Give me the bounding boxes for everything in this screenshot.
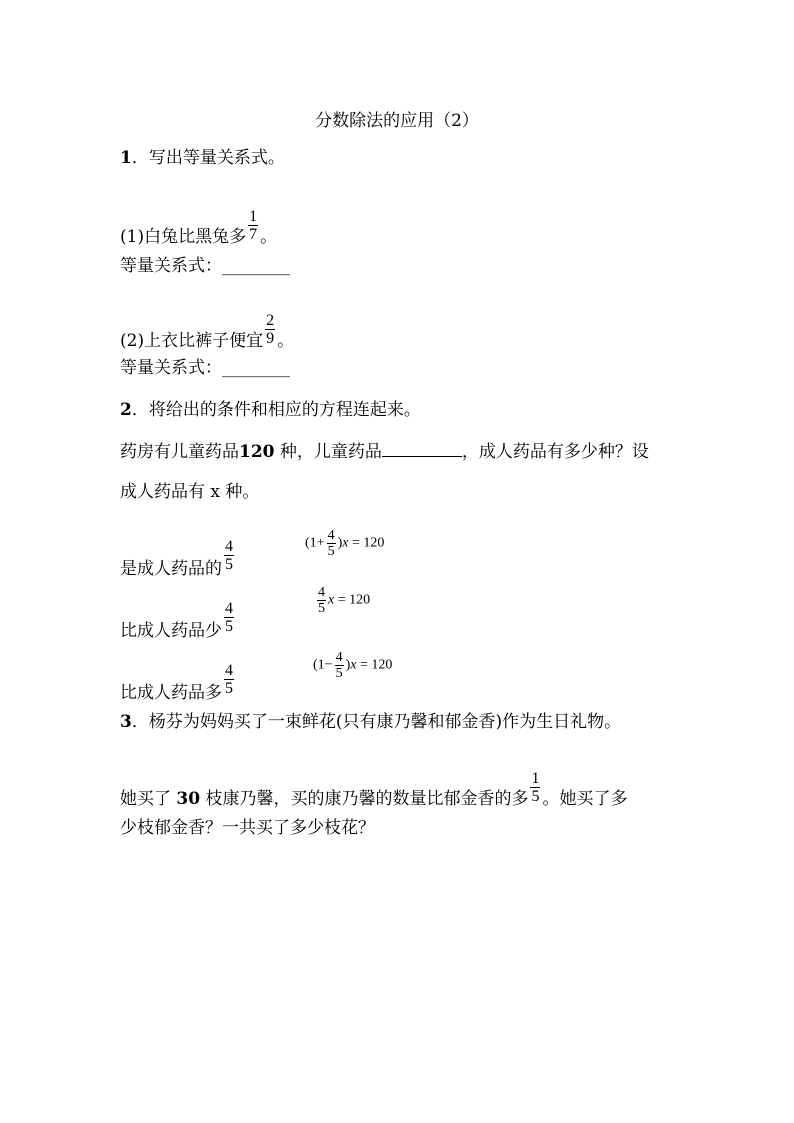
q1-heading bbox=[120, 148, 285, 168]
equation-fraction bbox=[335, 650, 344, 681]
relation-blank[interactable]: ________ bbox=[222, 358, 290, 378]
equation-item[interactable] bbox=[313, 650, 392, 681]
q3-text: 枝康乃馨，买的康乃馨的数量比郁金香的多 bbox=[200, 789, 529, 809]
condition-fraction bbox=[224, 538, 234, 573]
fraction-denominator: 5 bbox=[327, 544, 335, 559]
q1-b-suffix: 。 bbox=[277, 331, 295, 351]
relation-blank[interactable]: ________ bbox=[222, 256, 290, 276]
condition-fraction bbox=[224, 662, 234, 697]
equation-item[interactable] bbox=[315, 585, 370, 616]
q2-heading-text: ．将给出的条件和相应的方程连起来。 bbox=[131, 400, 421, 420]
fraction-numerator: 2 bbox=[266, 312, 275, 329]
fraction-denominator: 5 bbox=[531, 788, 540, 805]
q1-b-prefix: (2)上衣比裤子便宜 bbox=[120, 331, 264, 351]
q3-line2: 少枝郁金香？一共买了多少枝花？ bbox=[120, 818, 375, 838]
fraction-denominator: 5 bbox=[335, 666, 343, 681]
fraction-numerator: 1 bbox=[531, 770, 540, 787]
condition-text: 比成人药品多 bbox=[120, 683, 222, 703]
equation-item[interactable] bbox=[305, 528, 384, 559]
equation-fraction bbox=[327, 528, 336, 559]
stem-variable: x bbox=[210, 482, 220, 502]
condition-blank[interactable] bbox=[382, 440, 462, 457]
equation-fraction bbox=[317, 585, 326, 616]
condition-text: 比成人药品少 bbox=[120, 621, 222, 641]
q1-a-prefix: (1)白兔比黑兔多 bbox=[120, 227, 247, 247]
q3-number: 3 bbox=[120, 712, 132, 732]
relation-label: 等量关系式： bbox=[120, 358, 222, 378]
equation-variable: x bbox=[328, 592, 335, 608]
equation-variable: x bbox=[350, 657, 357, 673]
q3-heading bbox=[120, 712, 621, 732]
stem-text: 成人药品有 bbox=[120, 482, 211, 502]
q1-item-b bbox=[120, 312, 295, 351]
equation-value: = 120 bbox=[334, 592, 371, 608]
fraction-denominator: 5 bbox=[225, 618, 233, 635]
q1-heading-text: ．写出等量关系式。 bbox=[131, 148, 285, 168]
fraction-numerator: 4 bbox=[225, 662, 233, 679]
condition-item[interactable] bbox=[120, 662, 236, 703]
equation-left: (1− bbox=[313, 657, 333, 673]
q3-text: 。她买了多 bbox=[542, 789, 628, 809]
fraction-denominator: 9 bbox=[266, 330, 275, 347]
stem-text: 种。 bbox=[220, 482, 260, 502]
q3-text: 她买了 bbox=[120, 789, 177, 809]
stem-text: 药房有儿童药品 bbox=[120, 442, 239, 462]
q1-a-fraction bbox=[248, 208, 258, 243]
stem-text: ，成人药品有多少种？设 bbox=[461, 442, 649, 462]
fraction-denominator: 5 bbox=[225, 556, 233, 573]
fraction-denominator: 5 bbox=[318, 601, 325, 616]
stem-text: 种，儿童药品 bbox=[274, 442, 382, 462]
equation-value: = 120 bbox=[348, 535, 385, 551]
fraction-numerator: 4 bbox=[225, 538, 233, 555]
condition-item[interactable] bbox=[120, 538, 236, 579]
fraction-numerator: 4 bbox=[335, 650, 343, 665]
fraction-numerator: 4 bbox=[318, 585, 325, 600]
fraction-denominator: 5 bbox=[225, 680, 233, 697]
q2-number: 2 bbox=[120, 400, 132, 420]
equation-variable: x bbox=[342, 535, 349, 551]
q1-number: 1 bbox=[120, 148, 132, 168]
fraction-denominator: 7 bbox=[249, 226, 258, 243]
condition-text: 是成人药品的 bbox=[120, 559, 222, 579]
condition-item[interactable] bbox=[120, 600, 236, 641]
equation-value: = 120 bbox=[356, 657, 393, 673]
q1-a-relation bbox=[120, 256, 290, 276]
q2-stem-line1 bbox=[120, 440, 649, 462]
fraction-numerator: 1 bbox=[249, 208, 258, 225]
fraction-numerator: 4 bbox=[225, 600, 233, 617]
fraction-numerator: 4 bbox=[327, 528, 335, 543]
q2-stem-line2 bbox=[120, 482, 259, 502]
page-title: 分数除法的应用（2） bbox=[315, 111, 479, 131]
q1-item-a bbox=[120, 208, 278, 247]
q1-a-suffix: 。 bbox=[260, 227, 278, 247]
relation-label: 等量关系式： bbox=[120, 256, 222, 276]
q1-b-fraction bbox=[265, 312, 275, 347]
equation-right: ) bbox=[337, 535, 343, 551]
stem-number: 120 bbox=[239, 442, 275, 462]
q3-number-value: 30 bbox=[176, 789, 201, 809]
q2-heading bbox=[120, 400, 421, 420]
equation-right: ) bbox=[345, 657, 351, 673]
q3-fraction bbox=[530, 770, 540, 805]
equation-left: (1+ bbox=[305, 535, 325, 551]
q3-line1 bbox=[120, 770, 628, 809]
q1-b-relation bbox=[120, 358, 290, 378]
condition-fraction bbox=[224, 600, 234, 635]
q3-heading-text: ．杨芬为妈妈买了一束鲜花(只有康乃馨和郁金香)作为生日礼物。 bbox=[131, 712, 622, 732]
